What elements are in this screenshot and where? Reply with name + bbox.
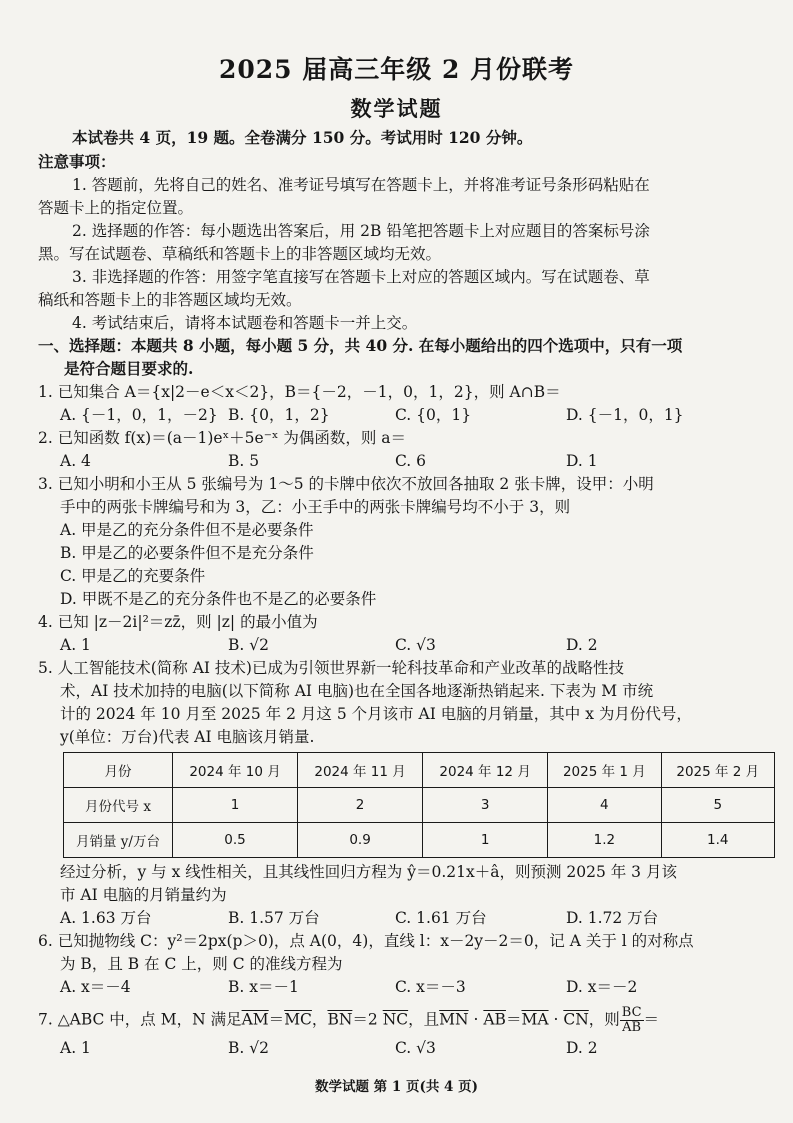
q7-vector-bn: $\overline{BN}$ (327, 1010, 353, 1029)
table-cell: 5 (661, 788, 774, 823)
q3-option-b: B. 甲是乙的必要条件但不是充分条件 (60, 544, 314, 562)
q1-option-a: A. {－1，0，1，－2} (60, 406, 218, 424)
q7-vector-ma: $\overline{MA}$ (521, 1010, 549, 1029)
q7-prefix: 7. △ABC 中，点 M，N 满足 (38, 1010, 242, 1029)
q5-after-1: 经过分析，y 与 x 线性相关，且其线性回归方程为 ŷ＝0.21x＋â，则预测 2025 年 3 月该 (60, 863, 677, 881)
table-cell: 2024 年 10 月 (173, 753, 298, 788)
q7-text: ＝ (268, 1010, 285, 1029)
q5-option-a: A. 1.63 万台 (60, 909, 152, 927)
note-3b: 稿纸和答题卡上的非答题区域均无效。 (38, 291, 302, 309)
notes-heading: 注意事项： (38, 152, 116, 171)
q5-option-b: B. 1.57 万台 (228, 909, 320, 927)
q6-stem-2: 为 B，且 B 在 C 上，则 C 的准线方程为 (60, 955, 343, 973)
q5-after-2: 市 AI 电脑的月销量约为 (60, 886, 227, 904)
q7-vector-nc: $\overline{NC}$ (382, 1010, 409, 1029)
q7-text: ＝ (505, 1010, 522, 1029)
q7-vector-mn: $\overline{MN}$ (439, 1010, 469, 1029)
exam-summary: 本试卷共 4 页，19 题。全卷满分 150 分。考试用时 120 分钟。 (72, 128, 533, 147)
table-cell: 1 (423, 823, 548, 858)
table-cell: 3 (423, 788, 548, 823)
table-cell: 0.5 (173, 823, 298, 858)
table-cell: 4 (548, 788, 661, 823)
q2-option-a: A. 4 (60, 452, 91, 470)
q6-option-c: C. x＝－3 (395, 978, 466, 996)
table-header-cell: 月份 (64, 753, 173, 788)
q7-text: · (548, 1010, 564, 1029)
q2-option-c: C. 6 (395, 452, 427, 470)
section-heading-line2: 是符合题目要求的. (64, 359, 194, 378)
q4-option-a: A. 1 (60, 636, 91, 654)
exam-subtitle: 数学试题 (350, 96, 443, 121)
table-cell: 2025 年 1 月 (548, 753, 661, 788)
table-cell: 0.9 (298, 823, 423, 858)
note-1b: 答题卡上的指定位置。 (38, 199, 194, 217)
page-footer: 数学试题 第 1 页(共 4 页) (314, 1079, 479, 1095)
q4-option-b: B. √2 (228, 636, 269, 654)
q6-option-b: B. x＝－1 (228, 978, 299, 996)
q6-stem-1: 6. 已知抛物线 C：y²＝2px(p＞0)，点 A(0，4)，直线 l：x－2y－2＝0，记 A 关于 l 的对称点 (38, 932, 694, 950)
q7-fraction-denominator: AB (622, 1020, 642, 1035)
table-cell: 2 (298, 788, 423, 823)
q4-option-c: C. √3 (395, 636, 436, 654)
q6-option-a: A. x＝－4 (60, 978, 131, 996)
note-2b: 黑。写在试题卷、草稿纸和答题卡上的非答题区域均无效。 (38, 245, 442, 263)
table-row (64, 788, 775, 823)
q7-option-d: D. 2 (566, 1039, 598, 1057)
table-cell: 1 (173, 788, 298, 823)
q2-stem: 2. 已知函数 f(x)＝(a－1)eˣ＋5e⁻ˣ 为偶函数，则 a＝ (38, 429, 407, 447)
note-1a: 1. 答题前，先将自己的姓名、准考证号填写在答题卡上，并将准考证号条形码粘贴在 (72, 176, 650, 194)
q5-stem-3: 计的 2024 年 10 月至 2025 年 2 月这 5 个月该市 AI 电脑的月销量，其中 x 为月份代号， (60, 705, 692, 723)
q7-text: ＝ (643, 1010, 660, 1029)
table-row (64, 753, 775, 788)
q5-stem-1: 5. 人工智能技术(简称 AI 技术)已成为引领世界新一轮科技革命和产业改革的战略性技 (38, 659, 624, 677)
q7-fraction-numerator: BC (621, 1005, 642, 1020)
q7-option-a: A. 1 (60, 1039, 91, 1057)
q1-option-d: D. {－1，0，1} (566, 406, 684, 424)
q7-text: ，且 (408, 1010, 440, 1029)
q2-option-b: B. 5 (228, 452, 260, 470)
table-header-cell: 月销量 y/万台 (64, 823, 173, 858)
q3-stem-2: 手中的两张卡牌编号和为 3，乙：小王手中的两张卡牌编号均不小于 3，则 (60, 498, 571, 516)
exam-title: 2025 届高三年级 2 月份联考 (218, 55, 575, 84)
table-cell: 1.2 (548, 823, 661, 858)
table-cell: 1.4 (661, 823, 774, 858)
q1-stem: 1. 已知集合 A＝{x|2－e＜x＜2}，B＝{－2，－1，0，1，2}，则 A∩B＝ (38, 383, 561, 401)
q5-option-d: D. 1.72 万台 (566, 909, 659, 927)
q5-stem-4: y(单位：万台)代表 AI 电脑该月销量. (60, 728, 315, 746)
q4-option-d: D. 2 (566, 636, 598, 654)
q5-stem-2: 术，AI 技术加持的电脑(以下简称 AI 电脑)也在全国各地逐渐热销起来. 下表为 M 市统 (60, 682, 654, 700)
table-cell: 2025 年 2 月 (661, 753, 774, 788)
q7-text: ， (311, 1010, 328, 1029)
q3-option-c: C. 甲是乙的充要条件 (60, 567, 206, 585)
q7-text: · (468, 1010, 484, 1029)
note-3a: 3. 非选择题的作答：用签字笔直接写在答题卡上对应的答题区域内。写在试题卷、草 (72, 268, 650, 286)
q7-text: ＝2 (352, 1010, 383, 1029)
table-cell: 2024 年 11 月 (298, 753, 423, 788)
table-cell: 2024 年 12 月 (423, 753, 548, 788)
q1-option-c: C. {0，1} (395, 406, 472, 424)
q6-option-d: D. x＝－2 (566, 978, 638, 996)
note-4: 4. 考试结束后，请将本试题卷和答题卡一并上交。 (72, 314, 418, 332)
q1-option-b: B. {0，1，2} (228, 406, 330, 424)
q4-stem: 4. 已知 |z－2i|²＝zz̄，则 |z| 的最小值为 (38, 613, 318, 631)
q7-option-c: C. √3 (395, 1039, 436, 1057)
q7-option-b: B. √2 (228, 1039, 269, 1057)
q7-vector-mc: $\overline{MC}$ (284, 1010, 312, 1029)
q7-fraction (620, 1006, 644, 1035)
q7-stem (38, 1006, 659, 1035)
table-row (64, 823, 775, 858)
q5-option-c: C. 1.61 万台 (395, 909, 487, 927)
q2-option-d: D. 1 (566, 452, 598, 470)
q3-stem-1: 3. 已知小明和小王从 5 张编号为 1～5 的卡牌中依次不放回各抽取 2 张卡牌，设甲：小明 (38, 475, 654, 493)
q7-vector-am: $\overline{AM}$ (241, 1010, 269, 1029)
q7-vector-cn: $\overline{CN}$ (563, 1010, 589, 1029)
sales-table (63, 752, 775, 858)
section-heading-line1: 一、选择题：本题共 8 小题，每小题 5 分，共 40 分. 在每小题给出的四个选项中，只有一项 (38, 336, 683, 355)
q3-option-d: D. 甲既不是乙的充分条件也不是乙的必要条件 (60, 590, 377, 608)
note-2a: 2. 选择题的作答：每小题选出答案后，用 2B 铅笔把答题卡上对应题目的答案标号涂 (72, 222, 650, 240)
q7-text: ，则 (588, 1010, 620, 1029)
q7-vector-ab: $\overline{AB}$ (483, 1010, 506, 1029)
q3-option-a: A. 甲是乙的充分条件但不是必要条件 (60, 521, 314, 539)
table-header-cell: 月份代号 x (64, 788, 173, 823)
